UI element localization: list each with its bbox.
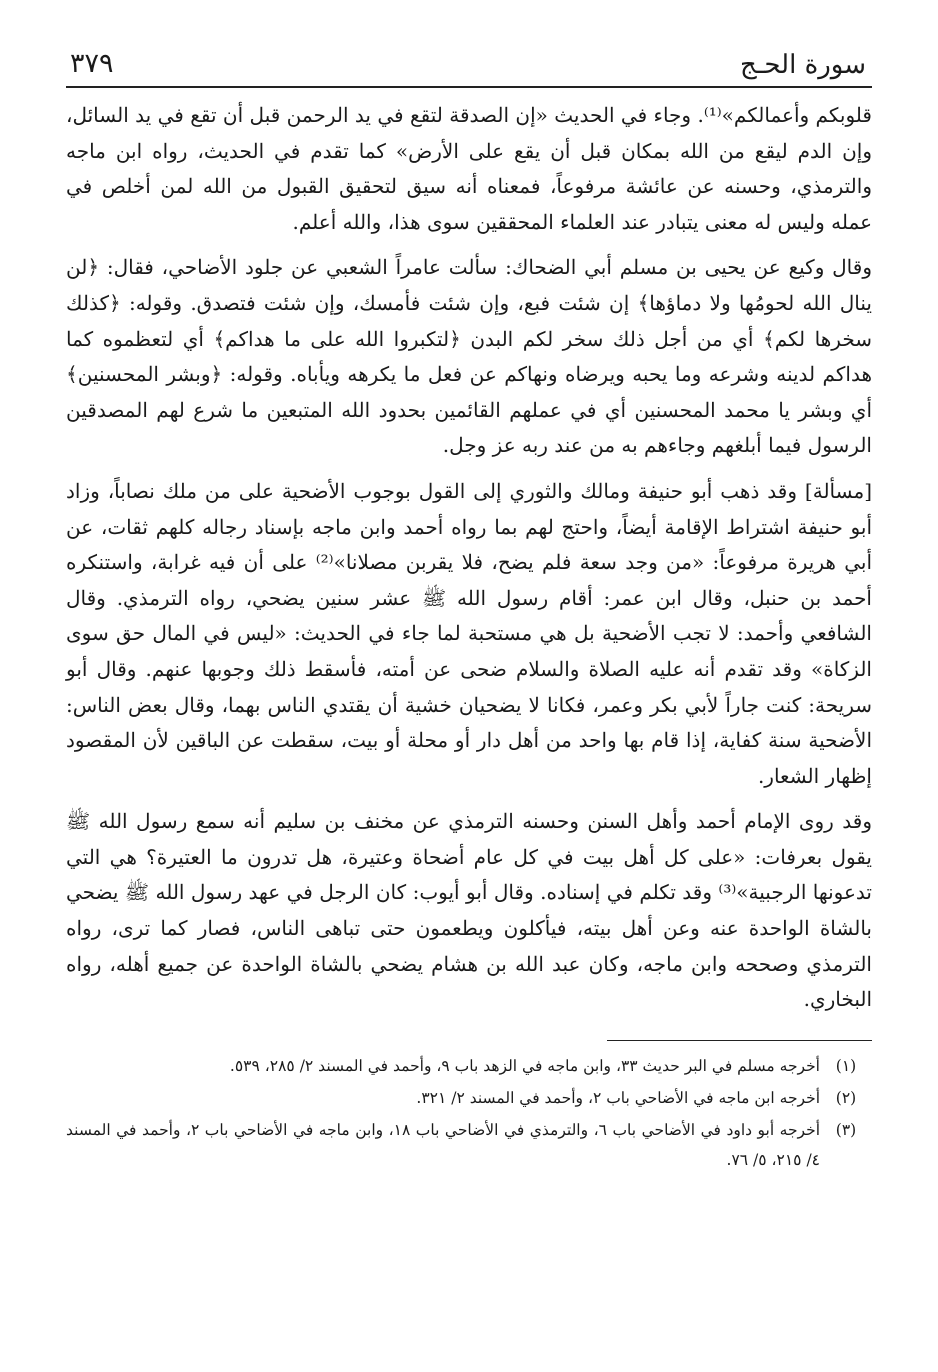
footnote-text: أخرجه ابن ماجه في الأضاحي باب ٢، وأحمد في المسند ٢/ ٣٢١.: [416, 1088, 820, 1107]
paragraph: وقد روى الإمام أحمد وأهل السنن وحسنه الترمذي عن مخنف بن سليم أنه سمع رسول الله ﷺ يقول بعرفات: «على كل أهل بيت في كل عام أضحاة وعتيرة، هل تدرون ما العتيرة؟ هي التي تدعونها الرجبية»⁽³⁾ وقد تكلم في إسناده. وقال أبو أيوب: كان الرجل في عهد رسول الله ﷺ يضحي بالشاة الواحدة عنه وعن أهل بيته، فيأكلون ويطعمون حتى تباهى الناس، فصار كما ترى، رواه الترمذي وصححه وابن ماجه، وكان عبد الله بن هشام يضحي بالشاة الواحدة عن جميع أهله، رواه البخاري.: [66, 809, 872, 1012]
footnote-number: (١): [835, 1056, 857, 1075]
footnotes: [66, 1051, 872, 1175]
paragraph: وقال وكيع عن يحيى بن مسلم أبي الضحاك: سألت عامراً الشعبي عن جلود الأضاحي، فقال: ﴿لن ينال الله لحومُها ولا دماؤها﴾ إن شئت فبع، وإن شئت فأمسك، وإن شئت فتصدق. وقوله: ﴿كذلك سخرها لكم﴾ أي من أجل ذلك سخر لكم البدن ﴿لتكبروا الله على ما هداكم﴾ أي لتعظموه كما هداكم لدينه وشرعه وما يحبه ويرضاه ونهاكم عن فعل ما يكرهه ويأباه. وقوله: ﴿وبشر المحسنين﴾ أي وبشر يا محمد المحسنين أي في عملهم القائمين بحدود الله المتبعين ما شرع لهم المصدقين الرسول فيما أبلغهم وجاءهم به من عند ربه عز وجل.: [66, 255, 872, 458]
footnote-item: [66, 1115, 872, 1175]
footnote-item: [66, 1083, 872, 1113]
page-number: ٣٧٩: [70, 48, 114, 79]
paragraph: [مسألة] وقد ذهب أبو حنيفة ومالك والثوري إلى القول بوجوب الأضحية على من ملك نصاباً، وزاد أبو حنيفة اشتراط الإقامة أيضاً، واحتج لهم بما رواه أحمد وابن ماجه بإسناد رجاله كلهم ثقات، عن أبي هريرة مرفوعاً: «من وجد سعة فلم يضح، فلا يقربن مصلانا»⁽²⁾ على أن فيه غرابة، واستنكره أحمد بن حنبل، وقال ابن عمر: أقام رسول الله ﷺ عشر سنين يضحي، رواه الترمذي. وقال الشافعي وأحمد: لا تجب الأضحية بل هي مستحبة لما جاء في الحديث: «ليس في المال حق سوى الزكاة» وقد تقدم أنه عليه الصلاة والسلام ضحى عن أمته، فأسقط ذلك وجوبها عنهم. وقال أبو سريحة: كنت جاراً لأبي بكر وعمر، فكانا لا يضحيان خشية أن يقتدي الناس بهما، وقال بعض الناس: الأضحية سنة كفاية، إذا قام بها واحد من أهل دار أو محلة أو بيت، سقطت عن الباقين لأن المقصود إظهار الشعار.: [66, 478, 873, 788]
main-text: [66, 98, 872, 1018]
surah-title: سورة الحـج: [740, 50, 866, 80]
footnote-item: [66, 1051, 872, 1081]
footnote-text: أخرجه أبو داود في الأضاحي باب ٦، والترمذي في الأضاحي باب ١٨، وابن ماجه في الأضاحي باب ٢، وأحمد في المسند ٤/ ٢١٥، ٥/ ٧٦.: [66, 1120, 821, 1169]
footnote-divider: [607, 1040, 872, 1041]
page-header: [66, 48, 872, 88]
footnote-text: أخرجه مسلم في البر حديث ٣٣، وابن ماجه في الزهد باب ٩، وأحمد في المسند ٢/ ٢٨٥، ٥٣٩.: [229, 1056, 820, 1075]
footnote-number: (٣): [835, 1120, 857, 1139]
footnote-number: (٢): [835, 1088, 857, 1107]
paragraph: قلوبكم وأعمالكم»⁽¹⁾. وجاء في الحديث «إن الصدقة لتقع في يد الرحمن قبل أن تقع في يد السائل، وإن الدم ليقع من الله بمكان قبل أن يقع على الأرض» كما تقدم في الحديث، رواه ابن ماجه والترمذي، وحسنه عن عائشة مرفوعاً، فمعناه أنه سيق لتحقيق القبول من الله لمن أخلص في عمله وليس له معنى يتبادر عند العلماء المحققين سوى هذا، والله أعلم.: [66, 103, 872, 234]
